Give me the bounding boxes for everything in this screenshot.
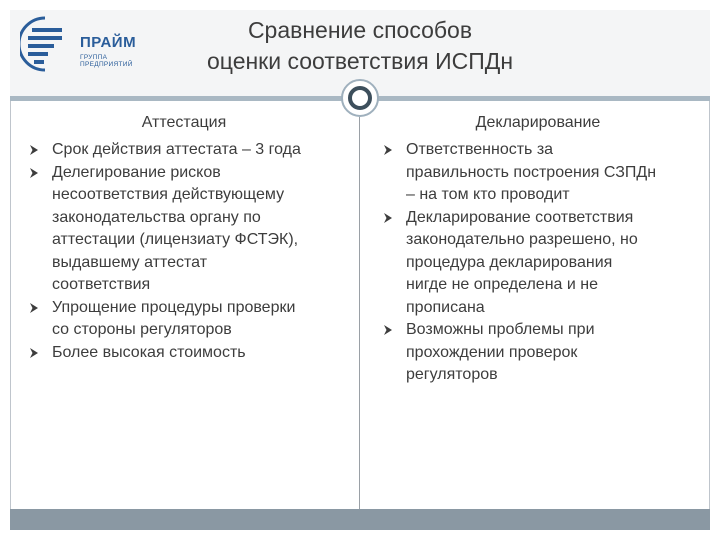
bullet-line: соответствия bbox=[52, 276, 151, 293]
bullet-line: Более высокая стоимость bbox=[52, 343, 246, 361]
bullet-line: несоответствия действующему bbox=[52, 186, 285, 203]
bullet-item bbox=[372, 139, 702, 207]
bullet-line: со стороны регуляторов bbox=[52, 321, 232, 338]
bullet-line: нигде не определена и не bbox=[406, 276, 598, 293]
bullet-line: процедура декларирования bbox=[406, 253, 613, 271]
bullet-item bbox=[18, 139, 348, 162]
bullet-line: Срок действия аттестата – 3 года bbox=[52, 141, 301, 158]
title-line-2: оценки соответствия ИСПДн bbox=[206, 48, 514, 74]
bullet-item bbox=[18, 297, 348, 342]
bullet-line: Упрощение процедуры проверки bbox=[52, 298, 296, 316]
prime-logo-icon bbox=[20, 14, 70, 76]
bullet-item bbox=[372, 207, 702, 320]
arrow-bullet-icon bbox=[30, 145, 38, 155]
bullet-line: Возможны проблемы при bbox=[406, 321, 595, 338]
bullet-line: Декларирование соответствия bbox=[406, 208, 634, 226]
arrow-bullet-icon bbox=[30, 168, 38, 178]
arrow-bullet-icon bbox=[384, 145, 392, 155]
bullet-line: Делегирование рисков bbox=[52, 163, 221, 181]
right-bullet-list bbox=[372, 139, 702, 387]
bullet-line: прописана bbox=[406, 298, 485, 316]
slide-title bbox=[160, 15, 560, 77]
arrow-bullet-icon bbox=[384, 213, 392, 223]
bullet-line: выдавшему аттестат bbox=[52, 253, 208, 271]
arrow-bullet-icon bbox=[30, 348, 38, 358]
divider-circle-inner bbox=[348, 86, 372, 110]
arrow-bullet-icon bbox=[30, 303, 38, 313]
company-logo bbox=[20, 14, 160, 76]
footer-bar bbox=[10, 509, 710, 530]
column-separator bbox=[359, 117, 360, 509]
logo-subtitle: ГРУППА ПРЕДПРИЯТИЙ bbox=[80, 54, 133, 68]
right-column-heading: Декларирование bbox=[475, 114, 601, 131]
title-line-1: Сравнение способов bbox=[247, 17, 473, 43]
left-column-heading: Аттестация bbox=[141, 114, 227, 131]
bullet-line: прохождении проверок bbox=[406, 343, 578, 361]
bullet-line: Ответственность за bbox=[406, 141, 554, 158]
bullet-line: – на том кто проводит bbox=[406, 186, 570, 203]
bullet-line: регуляторов bbox=[406, 366, 498, 383]
bullet-item bbox=[18, 162, 348, 297]
logo-name: ПРАЙМ bbox=[80, 34, 137, 51]
bullet-item bbox=[18, 342, 348, 365]
bullet-line: законодательно разрешено, но bbox=[406, 231, 638, 248]
bullet-line: правильность построения СЗПДн bbox=[406, 163, 657, 181]
bullet-line: аттестации (лицензиату ФСТЭК), bbox=[52, 231, 299, 248]
bullet-line: законодательства органу по bbox=[52, 208, 261, 226]
left-bullet-list bbox=[18, 139, 348, 364]
bullet-item bbox=[372, 319, 702, 387]
arrow-bullet-icon bbox=[384, 325, 392, 335]
